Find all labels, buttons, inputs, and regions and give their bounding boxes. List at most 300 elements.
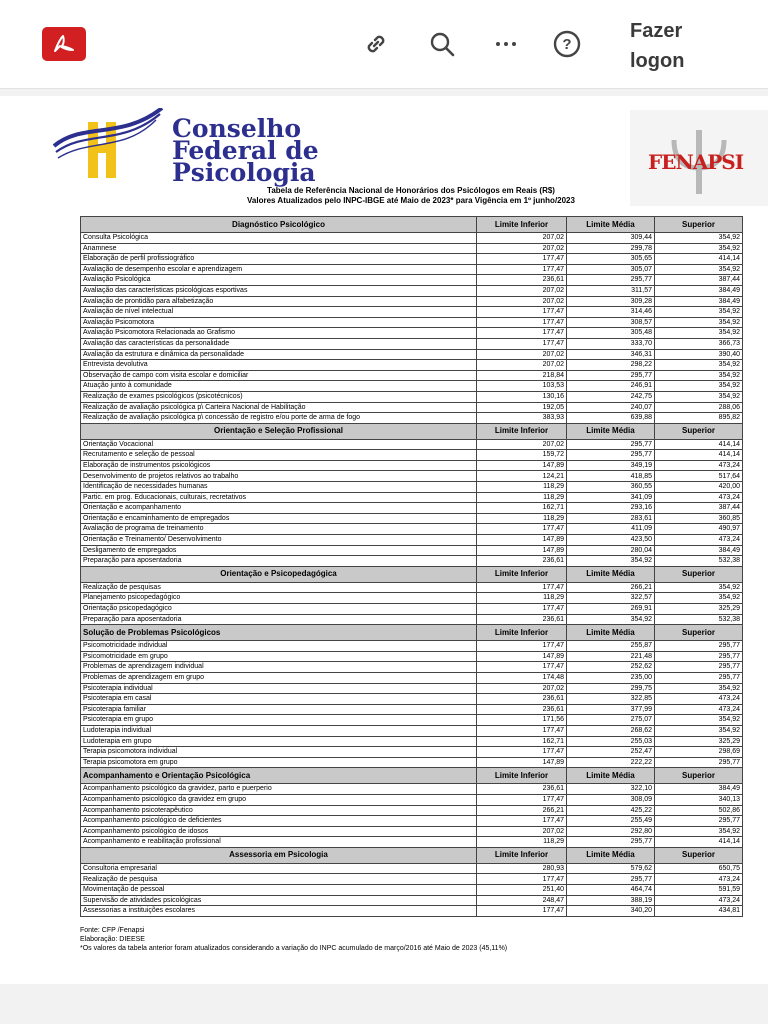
section-title: Diagnóstico Psicológico xyxy=(81,217,477,233)
service-name-cell: Orientação e acompanhamento xyxy=(81,503,477,514)
column-header: Superior xyxy=(655,566,743,582)
title-line-2: Valores Atualizados pelo INPC-IBGE até Maio de 2023* para Vigência em 1º junho/2023 xyxy=(247,196,575,205)
table-row xyxy=(81,492,743,503)
fee-value-cell: 295,77 xyxy=(655,641,743,652)
service-name-cell: Assessorias a instituições escolares xyxy=(81,906,477,917)
service-name-cell: Observação de campo com visita escolar e domiciliar xyxy=(81,370,477,381)
fee-value-cell: 218,84 xyxy=(477,370,567,381)
fee-value-cell: 275,07 xyxy=(567,715,655,726)
table-row xyxy=(81,582,743,593)
fee-value-cell: 236,61 xyxy=(477,614,567,625)
fee-value-cell: 354,92 xyxy=(655,317,743,328)
service-name-cell: Supervisão de atividades psicológicas xyxy=(81,895,477,906)
table-row xyxy=(81,413,743,424)
service-name-cell: Psicomotricidade em grupo xyxy=(81,651,477,662)
column-header: Limite Inferior xyxy=(477,625,567,641)
fee-value-cell: 177,47 xyxy=(477,725,567,736)
fee-value-cell: 177,47 xyxy=(477,524,567,535)
fee-value-cell: 222,22 xyxy=(567,757,655,768)
fee-value-cell: 354,92 xyxy=(567,614,655,625)
service-name-cell: Ludoterapia em grupo xyxy=(81,736,477,747)
section-title: Solução de Problemas Psicológicos xyxy=(81,625,477,641)
service-name-cell: Elaboração de perfil profissiográfico xyxy=(81,254,477,265)
fee-value-cell: 305,07 xyxy=(567,264,655,275)
service-name-cell: Acompanhamento psicológico da gravidez, parto e puerperio xyxy=(81,784,477,795)
fee-value-cell: 177,47 xyxy=(477,582,567,593)
table-row xyxy=(81,906,743,917)
fee-value-cell: 299,75 xyxy=(567,683,655,694)
fee-value-cell: 325,29 xyxy=(655,736,743,747)
service-name-cell: Realização de avaliação psicológica p\ concessão de registro e/ou porte de arma de fogo xyxy=(81,413,477,424)
service-name-cell: Partic. em prog. Educacionais, culturais, recretativos xyxy=(81,492,477,503)
fee-value-cell: 388,19 xyxy=(567,895,655,906)
section-title: Orientação e Seleção Profissional xyxy=(81,423,477,439)
column-header: Limite Média xyxy=(567,423,655,439)
service-name-cell: Elaboração de instrumentos psicológicos xyxy=(81,460,477,471)
service-name-cell: Movimentação de pessoal xyxy=(81,885,477,896)
fee-value-cell: 207,02 xyxy=(477,826,567,837)
fee-value-cell: 177,47 xyxy=(477,317,567,328)
service-name-cell: Ludoterapia individual xyxy=(81,725,477,736)
table-row xyxy=(81,471,743,482)
service-name-cell: Anamnese xyxy=(81,243,477,254)
service-name-cell: Avaliação Psicológica xyxy=(81,275,477,286)
fee-value-cell: 295,77 xyxy=(655,662,743,673)
fee-value-cell: 390,40 xyxy=(655,349,743,360)
table-row xyxy=(81,651,743,662)
fee-value-cell: 177,47 xyxy=(477,604,567,615)
table-row xyxy=(81,524,743,535)
table-row xyxy=(81,794,743,805)
service-name-cell: Acompanhamento e reabilitação profissional xyxy=(81,837,477,848)
fee-value-cell: 295,77 xyxy=(655,757,743,768)
fee-value-cell: 354,92 xyxy=(655,360,743,371)
fee-value-cell: 414,14 xyxy=(655,450,743,461)
link-icon[interactable] xyxy=(358,26,394,62)
fee-value-cell: 130,16 xyxy=(477,391,567,402)
fee-value-cell: 383,93 xyxy=(477,413,567,424)
fee-value-cell: 236,61 xyxy=(477,704,567,715)
service-name-cell: Psicoterapia em grupo xyxy=(81,715,477,726)
fee-value-cell: 174,48 xyxy=(477,672,567,683)
fee-value-cell: 387,44 xyxy=(655,503,743,514)
fee-value-cell: 248,47 xyxy=(477,895,567,906)
service-name-cell: Orientação e Treinamento/ Desenvolvimento xyxy=(81,535,477,546)
fee-value-cell: 118,29 xyxy=(477,513,567,524)
fee-value-cell: 354,92 xyxy=(655,264,743,275)
fee-value-cell: 177,47 xyxy=(477,264,567,275)
table-row xyxy=(81,317,743,328)
column-header: Limite Média xyxy=(567,847,655,863)
fee-value-cell: 177,47 xyxy=(477,307,567,318)
section-title: Acompanhamento e Orientação Psicológica xyxy=(81,768,477,784)
column-header: Superior xyxy=(655,847,743,863)
fee-value-cell: 354,92 xyxy=(655,381,743,392)
fee-value-cell: 420,00 xyxy=(655,482,743,493)
acrobat-icon xyxy=(52,33,76,55)
fee-value-cell: 221,48 xyxy=(567,651,655,662)
table-row xyxy=(81,837,743,848)
table-row xyxy=(81,391,743,402)
fee-value-cell: 177,47 xyxy=(477,794,567,805)
fee-value-cell: 341,09 xyxy=(567,492,655,503)
fee-value-cell: 159,72 xyxy=(477,450,567,461)
fee-value-cell: 434,81 xyxy=(655,906,743,917)
fee-value-cell: 207,02 xyxy=(477,243,567,254)
fee-value-cell: 207,02 xyxy=(477,296,567,307)
fee-value-cell: 171,56 xyxy=(477,715,567,726)
fee-value-cell: 177,47 xyxy=(477,874,567,885)
fee-value-cell: 377,99 xyxy=(567,704,655,715)
table-row xyxy=(81,662,743,673)
column-header: Limite Média xyxy=(567,566,655,582)
fee-value-cell: 340,13 xyxy=(655,794,743,805)
table-row xyxy=(81,254,743,265)
service-name-cell: Avaliação da estrutura e dinâmica da personalidade xyxy=(81,349,477,360)
fee-value-cell: 177,47 xyxy=(477,641,567,652)
table-row xyxy=(81,885,743,896)
fee-value-cell: 103,53 xyxy=(477,381,567,392)
fee-value-cell: 280,93 xyxy=(477,863,567,874)
fee-value-cell: 118,29 xyxy=(477,482,567,493)
fee-value-cell: 360,85 xyxy=(655,513,743,524)
service-name-cell: Psicomotricidade individual xyxy=(81,641,477,652)
fee-value-cell: 354,92 xyxy=(655,593,743,604)
service-name-cell: Realização de pesquisa xyxy=(81,874,477,885)
fee-value-cell: 354,92 xyxy=(655,683,743,694)
table-row xyxy=(81,545,743,556)
table-row xyxy=(81,296,743,307)
section-title: Assessoria em Psicologia xyxy=(81,847,477,863)
service-name-cell: Psicoterapia individual xyxy=(81,683,477,694)
service-name-cell: Consulta Psicológica xyxy=(81,233,477,244)
service-name-cell: Realização de pesquisas xyxy=(81,582,477,593)
service-name-cell: Avaliação Psicomotora Relacionada ao Grafismo xyxy=(81,328,477,339)
fee-value-cell: 295,77 xyxy=(567,837,655,848)
table-row xyxy=(81,243,743,254)
column-header: Limite Média xyxy=(567,625,655,641)
column-header: Limite Inferior xyxy=(477,566,567,582)
table-row xyxy=(81,593,743,604)
service-name-cell: Identificação de necessidades humanas xyxy=(81,482,477,493)
fee-value-cell: 473,24 xyxy=(655,694,743,705)
column-header: Superior xyxy=(655,423,743,439)
fee-value-cell: 384,49 xyxy=(655,285,743,296)
title-line-1: Tabela de Referência Nacional de Honorários dos Psicólogos em Reais (R$) xyxy=(267,186,555,195)
section-header-row xyxy=(81,768,743,784)
cfp-emblem-icon xyxy=(52,108,167,183)
service-name-cell: Psicoterapia em casal xyxy=(81,694,477,705)
column-header: Superior xyxy=(655,768,743,784)
service-name-cell: Planejamento psicopedagógico xyxy=(81,593,477,604)
document-title xyxy=(80,186,742,206)
fee-value-cell: 414,14 xyxy=(655,439,743,450)
service-name-cell: Atuação junto à comunidade xyxy=(81,381,477,392)
fee-value-cell: 354,92 xyxy=(655,715,743,726)
fee-value-cell: 299,78 xyxy=(567,243,655,254)
fee-value-cell: 354,92 xyxy=(655,826,743,837)
fee-value-cell: 473,24 xyxy=(655,704,743,715)
service-name-cell: Entrevista devolutiva xyxy=(81,360,477,371)
table-row xyxy=(81,233,743,244)
fee-value-cell: 236,61 xyxy=(477,694,567,705)
fee-value-cell: 384,49 xyxy=(655,545,743,556)
column-header: Limite Média xyxy=(567,768,655,784)
fee-value-cell: 295,77 xyxy=(567,370,655,381)
fee-value-cell: 118,29 xyxy=(477,593,567,604)
table-row xyxy=(81,704,743,715)
fee-value-cell: 322,10 xyxy=(567,784,655,795)
fee-value-cell: 177,47 xyxy=(477,816,567,827)
fee-value-cell: 423,50 xyxy=(567,535,655,546)
table-row xyxy=(81,736,743,747)
section-header-row xyxy=(81,847,743,863)
service-name-cell: Orientação Vocacional xyxy=(81,439,477,450)
fee-value-cell: 295,77 xyxy=(567,874,655,885)
column-header: Limite Inferior xyxy=(477,217,567,233)
fee-value-cell: 177,47 xyxy=(477,906,567,917)
fee-value-cell: 162,71 xyxy=(477,736,567,747)
fee-value-cell: 292,80 xyxy=(567,826,655,837)
service-name-cell: Preparação para aposentadoria xyxy=(81,614,477,625)
section-header-row xyxy=(81,217,743,233)
fee-value-cell: 411,09 xyxy=(567,524,655,535)
fee-value-cell: 147,89 xyxy=(477,757,567,768)
fee-value-cell: 346,31 xyxy=(567,349,655,360)
table-row xyxy=(81,757,743,768)
table-row xyxy=(81,535,743,546)
fee-value-cell: 118,29 xyxy=(477,837,567,848)
fee-value-cell: 414,14 xyxy=(655,254,743,265)
fee-value-cell: 473,24 xyxy=(655,535,743,546)
fee-value-cell: 207,02 xyxy=(477,439,567,450)
fee-value-cell: 639,88 xyxy=(567,413,655,424)
fee-value-cell: 269,91 xyxy=(567,604,655,615)
table-row xyxy=(81,307,743,318)
service-name-cell: Avaliação de programa de treinamento xyxy=(81,524,477,535)
service-name-cell: Recrutamento e seleção de pessoal xyxy=(81,450,477,461)
table-row xyxy=(81,360,743,371)
table-row xyxy=(81,641,743,652)
fee-value-cell: 384,49 xyxy=(655,296,743,307)
fee-value-cell: 192,05 xyxy=(477,402,567,413)
table-row xyxy=(81,460,743,471)
fee-value-cell: 305,48 xyxy=(567,328,655,339)
footnotes xyxy=(80,926,742,953)
table-row xyxy=(81,874,743,885)
fee-value-cell: 473,24 xyxy=(655,460,743,471)
fee-value-cell: 311,57 xyxy=(567,285,655,296)
service-name-cell: Realização de exames psicológicos (psicotécnicos) xyxy=(81,391,477,402)
column-header: Superior xyxy=(655,625,743,641)
service-name-cell: Consultoria empresarial xyxy=(81,863,477,874)
fee-value-cell: 266,21 xyxy=(477,805,567,816)
fee-value-cell: 118,29 xyxy=(477,492,567,503)
table-row xyxy=(81,816,743,827)
fee-value-cell: 295,77 xyxy=(567,450,655,461)
table-row xyxy=(81,694,743,705)
service-name-cell: Avaliação Psicomotora xyxy=(81,317,477,328)
service-name-cell: Acompanhamento psicoterapêutico xyxy=(81,805,477,816)
service-name-cell: Desenvolvimento de projetos relativos ao trabalho xyxy=(81,471,477,482)
fee-value-cell: 425,22 xyxy=(567,805,655,816)
logo-line-1: Conselho xyxy=(172,114,302,143)
note-source: Fonte: CFP /Fenapsi xyxy=(80,927,145,934)
fee-value-cell: 532,38 xyxy=(655,614,743,625)
table-row xyxy=(81,275,743,286)
service-name-cell: Problemas de aprendizagem em grupo xyxy=(81,672,477,683)
column-header: Limite Inferior xyxy=(477,768,567,784)
fee-value-cell: 490,97 xyxy=(655,524,743,535)
fee-value-cell: 309,28 xyxy=(567,296,655,307)
fee-value-cell: 354,92 xyxy=(655,582,743,593)
pdf-app-icon[interactable] xyxy=(42,27,86,61)
section-header-row xyxy=(81,566,743,582)
fee-value-cell: 295,77 xyxy=(655,651,743,662)
fee-value-cell: 295,77 xyxy=(567,275,655,286)
fee-value-cell: 308,09 xyxy=(567,794,655,805)
svg-text:?: ? xyxy=(562,36,572,53)
fee-value-cell: 147,89 xyxy=(477,545,567,556)
service-name-cell: Terapia psicomotora em grupo xyxy=(81,757,477,768)
service-name-cell: Avaliação de prontidão para alfabetização xyxy=(81,296,477,307)
table-row xyxy=(81,747,743,758)
cfp-logo xyxy=(52,108,342,188)
column-header: Limite Inferior xyxy=(477,423,567,439)
fee-value-cell: 207,02 xyxy=(477,349,567,360)
fee-value-cell: 464,74 xyxy=(567,885,655,896)
fee-value-cell: 354,92 xyxy=(655,391,743,402)
fee-value-cell: 354,92 xyxy=(655,307,743,318)
table-row xyxy=(81,556,743,567)
table-row xyxy=(81,683,743,694)
fee-value-cell: 207,02 xyxy=(477,233,567,244)
fee-value-cell: 354,92 xyxy=(655,233,743,244)
table-row xyxy=(81,826,743,837)
fee-value-cell: 414,14 xyxy=(655,837,743,848)
table-row xyxy=(81,725,743,736)
fee-value-cell: 295,77 xyxy=(567,439,655,450)
section-title: Orientação e Psicopedagógica xyxy=(81,566,477,582)
fee-value-cell: 288,06 xyxy=(655,402,743,413)
fee-value-cell: 235,00 xyxy=(567,672,655,683)
table-row xyxy=(81,338,743,349)
fee-table-body xyxy=(81,217,743,917)
fee-value-cell: 236,61 xyxy=(477,556,567,567)
table-row xyxy=(81,863,743,874)
fee-value-cell: 162,71 xyxy=(477,503,567,514)
table-row xyxy=(81,402,743,413)
service-name-cell: Orientação psicopedagógico xyxy=(81,604,477,615)
service-name-cell: Acompanhamento psicológico de idosos xyxy=(81,826,477,837)
service-name-cell: Avaliação de nível intelectual xyxy=(81,307,477,318)
fee-value-cell: 255,87 xyxy=(567,641,655,652)
fee-value-cell: 177,47 xyxy=(477,747,567,758)
column-header: Limite Média xyxy=(567,217,655,233)
service-name-cell: Psicoterapia familiar xyxy=(81,704,477,715)
fee-value-cell: 252,62 xyxy=(567,662,655,673)
fee-value-cell: 349,19 xyxy=(567,460,655,471)
sign-in-link[interactable]: Fazer logon xyxy=(630,20,685,72)
table-row xyxy=(81,439,743,450)
fee-value-cell: 895,82 xyxy=(655,413,743,424)
fee-value-cell: 360,55 xyxy=(567,482,655,493)
more-options-icon[interactable] xyxy=(488,26,524,62)
service-name-cell: Avaliação de desempenho escolar e aprendizagem xyxy=(81,264,477,275)
service-name-cell: Avaliação das características da personalidade xyxy=(81,338,477,349)
fee-value-cell: 305,65 xyxy=(567,254,655,265)
fee-value-cell: 240,07 xyxy=(567,402,655,413)
fee-value-cell: 325,29 xyxy=(655,604,743,615)
fee-value-cell: 473,24 xyxy=(655,492,743,503)
section-header-row xyxy=(81,423,743,439)
note-inpc: *Os valores da tabela anterior foram atualizados considerando a variação do INPC acumulado de março/2016 até Maio de 2023 (45,11%) xyxy=(80,945,508,952)
fee-value-cell: 354,92 xyxy=(655,370,743,381)
fee-value-cell: 322,85 xyxy=(567,694,655,705)
fee-value-cell: 280,04 xyxy=(567,545,655,556)
fee-value-cell: 384,49 xyxy=(655,784,743,795)
fee-value-cell: 314,46 xyxy=(567,307,655,318)
fee-table xyxy=(80,216,742,917)
fee-value-cell: 177,47 xyxy=(477,338,567,349)
fee-value-cell: 295,77 xyxy=(655,816,743,827)
fee-value-cell: 177,47 xyxy=(477,328,567,339)
table-row xyxy=(81,264,743,275)
service-name-cell: Acompanhamento psicológico de deficientes xyxy=(81,816,477,827)
fee-value-cell: 354,92 xyxy=(655,328,743,339)
help-icon[interactable] xyxy=(549,26,585,62)
fee-value-cell: 147,89 xyxy=(477,651,567,662)
table-row xyxy=(81,805,743,816)
table-row xyxy=(81,614,743,625)
fee-value-cell: 340,20 xyxy=(567,906,655,917)
table-row xyxy=(81,784,743,795)
fee-value-cell: 517,64 xyxy=(655,471,743,482)
table-row xyxy=(81,513,743,524)
fee-value-cell: 473,24 xyxy=(655,895,743,906)
service-name-cell: Desligamento de empregados xyxy=(81,545,477,556)
logo-line-2: Federal de xyxy=(172,136,319,165)
logo-line-3: Psicologia xyxy=(172,158,316,187)
fee-value-cell: 266,21 xyxy=(567,582,655,593)
fee-value-cell: 502,86 xyxy=(655,805,743,816)
table-row xyxy=(81,450,743,461)
service-name-cell: Avaliação das características psicológicas esportivas xyxy=(81,285,477,296)
search-icon[interactable] xyxy=(424,26,460,62)
fee-value-cell: 354,92 xyxy=(567,556,655,567)
fee-value-cell: 579,62 xyxy=(567,863,655,874)
table-row xyxy=(81,349,743,360)
fee-value-cell: 147,89 xyxy=(477,535,567,546)
app-toolbar xyxy=(0,0,768,89)
table-row xyxy=(81,715,743,726)
fee-value-cell: 366,73 xyxy=(655,338,743,349)
fee-value-cell: 591,59 xyxy=(655,885,743,896)
fee-value-cell: 308,57 xyxy=(567,317,655,328)
fenapsi-wordmark: FENAPSI xyxy=(648,150,744,174)
fee-value-cell: 124,21 xyxy=(477,471,567,482)
fee-value-cell: 298,69 xyxy=(655,747,743,758)
fee-value-cell: 354,92 xyxy=(655,725,743,736)
fee-value-cell: 246,91 xyxy=(567,381,655,392)
service-name-cell: Terapia psicomotora individual xyxy=(81,747,477,758)
table-row xyxy=(81,604,743,615)
fee-value-cell: 298,22 xyxy=(567,360,655,371)
fee-value-cell: 650,75 xyxy=(655,863,743,874)
fee-value-cell: 252,47 xyxy=(567,747,655,758)
fee-value-cell: 268,62 xyxy=(567,725,655,736)
table-row xyxy=(81,503,743,514)
